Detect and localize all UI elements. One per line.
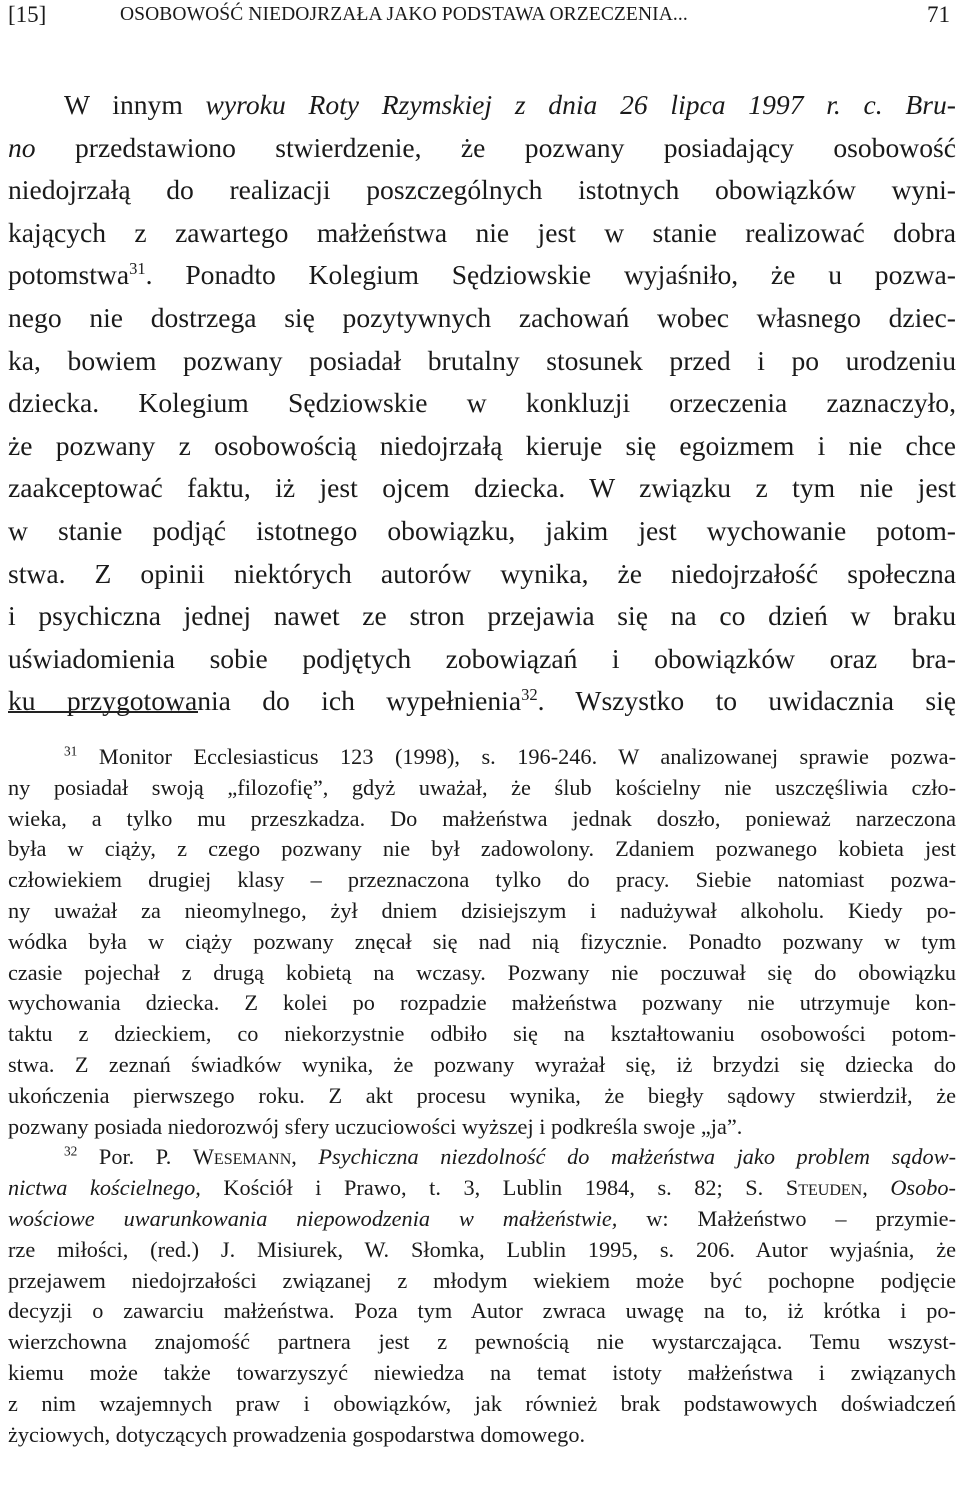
body-line: ka, bowiem pozwany posiadał brutalny stosunek przed i po urodzeniu: [8, 344, 956, 376]
body-line: potomstwa$^{31}$. Ponadto Kolegium Sędziowskie wyjaśniło, że u pozwa-: [8, 259, 956, 291]
footnote-line: wódka była w ciąży pozwany znęcał się nad nią fizycznie. Ponadto pozwany w tym: [8, 928, 956, 954]
footnote-line: z nim wzajemnych praw i obowiązków, jak również brak podstawowych doświadczeń: [8, 1390, 956, 1416]
footnote-line: była w ciąży, z czego pozwany nie był zadowolony. Zdaniem pozwanego kobieta jest: [8, 836, 956, 862]
body-line: że pozwany z osobowością niedojrzałą kieruje się egoizmem i nie chce: [8, 429, 956, 461]
body-line: stwa. Z opinii niektórych autorów wynika, że niedojrzałość społeczna: [8, 557, 956, 589]
footnote-32: $^{32}$ Por. P. Wesemann, Psychiczna niezdolność do małżeństwa jako problem sądow-: [64, 1143, 957, 1170]
body-line: niedojrzałą do realizacji poszczególnych istotnych obowiązków wyni-: [8, 174, 956, 206]
body-line: ku przygotowania do ich wypełnienia$^{32}$. Wszystko to uwidacznia się: [8, 685, 957, 717]
footnote-line: ny uważał za nieomylnego, żył dniem dzisiejszym i nadużywał alkoholu. Kiedy po-: [8, 897, 956, 923]
footnote-separator: [8, 711, 198, 713]
footnote-line: człowiekiem drugiej klasy – przeznaczona tylko do pracy. Siebie natomiast pozwa-: [8, 867, 956, 893]
footnote-line: wierzchowna znajomość partnera jest z pewnością nie wystarczająca. Temu wszyst-: [8, 1329, 956, 1355]
footnote-line: wościowe uwarunkowania niepowodzenia w małżeństwie, w: Małżeństwo – przymie-: [8, 1205, 956, 1231]
body-paragraph: [8, 84, 956, 723]
document-page: [8, 0, 956, 1511]
footnote-line: rze miłości, (red.) J. Misiurek, W. Słomka, Lublin 1995, s. 206. Autor wyjaśnia, że: [8, 1236, 956, 1262]
footnote-line: taktu z dzieckiem, co niekorzystnie odbiło się na kształtowaniu osobowości potom-: [8, 1021, 956, 1047]
footnotes: [8, 742, 956, 1450]
footnote-line: przejawem niedojrzałości związanej z młodym wiekiem może być pochopne podjęcie: [8, 1267, 956, 1293]
running-title: OSOBOWOŚĆ NIEDOJRZAŁA JAKO PODSTAWA ORZECZENIA...: [120, 4, 688, 25]
footnote-line: nictwa kościelnego, Kościół i Prawo, t. 3, Lublin 1984, s. 82; S. Steuden, Osobo-: [8, 1175, 956, 1201]
footnote-marker: 32: [64, 1143, 78, 1159]
body-line: i psychiczna jednej nawet ze stron przejawia się na co dzień w braku: [8, 600, 956, 632]
body-line: w stanie podjąć istotnego obowiązku, jakim jest wychowanie potom-: [8, 514, 956, 546]
footnote-line: decyzji o zawarciu małżeństwa. Poza tym Autor zwraca uwagę na to, iż krótka i po-: [8, 1298, 956, 1324]
body-line: uświadomienia sobie podjętych zobowiązań i obowiązków oraz bra-: [8, 642, 956, 674]
body-line: nego nie dostrzega się pozytywnych zachowań wobec własnego dziec-: [8, 301, 956, 333]
footnote-line: ny posiadał swoją „filozofię”, gdyż uważał, że ślub kościelny nie uszczęśliwia czło-: [8, 774, 956, 800]
body-line: W innym wyroku Roty Rzymskiej z dnia 26 lipca 1997 r. c. Bru-: [64, 89, 956, 120]
body-line: zaakceptować faktu, iż jest ojcem dziecka. W związku z tym nie jest: [8, 472, 956, 504]
footnote-ref-31: 31: [129, 259, 146, 279]
footnote-line: czasie pojechał z drugą kobietą na wczasy. Pozwany nie poczuwał się do obowiązku: [8, 959, 956, 985]
body-line: kających z zawartego małżeństwa nie jest w stanie realizować dobra: [8, 216, 956, 248]
footnote-line: stwa. Z zeznań świadków wynika, że pozwany wyrażał się, iż brzydzi się dziecka do: [8, 1051, 956, 1077]
footnote-line: kiemu może także towarzyszyć niewiedza na temat istoty małżeństwa i związanych: [8, 1359, 956, 1385]
page-number: 71: [927, 2, 950, 27]
body-line: no przedstawiono stwierdzenie, że pozwany posiadający osobowość: [8, 131, 956, 163]
footnote-line: życiowych, dotyczących prowadzenia gospodarstwa domowego.: [8, 1421, 586, 1447]
footnote-line: wychowania dziecka. Z kolei po rozpadzie małżeństwa pozwany nie utrzymuje kon-: [8, 990, 956, 1016]
work-title: Osobo-: [890, 1175, 956, 1201]
running-head: [8, 2, 956, 38]
section-number: [15]: [8, 2, 47, 27]
footnote-line: ukończenia pierwszego roku. Z akt procesu wynika, że biegły sądowy stwierdził, że: [8, 1082, 956, 1108]
footnote-line: pozwany posiada niedorozwój sfery uczuciowości wyższej i podkreśla swoje „ja”.: [8, 1113, 743, 1139]
author-name: Wesemann: [192, 1144, 292, 1170]
body-line: dziecka. Kolegium Sędziowskie w konkluzji orzeczenia zaznaczyło,: [8, 387, 956, 419]
work-title: Psychiczna niezdolność do małżeństwa jako problem sądow-: [318, 1144, 957, 1170]
footnote-marker: 31: [64, 743, 78, 759]
footnote-31: $^{31}$ Monitor Ecclesiasticus 123 (1998), s. 196-246. W analizowanej sprawie pozwa-: [64, 743, 956, 769]
footnote-line: wieka, a tylko mu przeszkadza. Do małżeństwa jednak doszło, ponieważ narzeczona: [8, 805, 956, 831]
footnote-ref-32: 32: [521, 685, 538, 705]
author-name: Steuden: [785, 1175, 863, 1201]
